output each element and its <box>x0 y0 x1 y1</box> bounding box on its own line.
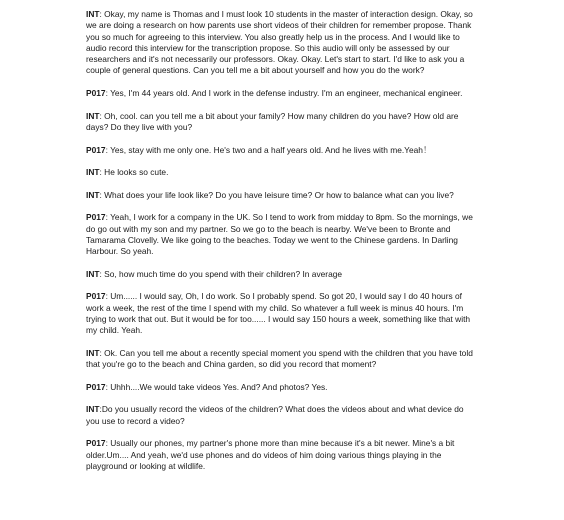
transcript-paragraph <box>86 382 478 393</box>
utterance-text: Okay, my name is Thomas and I must look 10 students in the master of interaction design. Okay, so we are doing a research on how parents use short videos of their children for remember propose. Thank you so much for agreeing to this interview. You also greatly help us in the process. And I would like to audio record this interview for the transcription propose. So this audio will only be assessed by our researchers and it's not necessarily our professors. Okay. Okay. Let's start to start. I'd like to ask you a couple of general questions. Can you tell me a bit about yourself and how you do the work? <box>86 9 473 76</box>
speaker-separator: : <box>105 381 111 392</box>
transcript-paragraph <box>86 348 478 371</box>
speaker-separator: : <box>99 404 102 415</box>
interview-transcript <box>86 9 478 483</box>
speaker-label: INT <box>86 167 100 178</box>
utterance-text: Yes, stay with me only one. He's two and a half years old. And he lives with me.Yeah！ <box>110 144 432 155</box>
transcript-paragraph <box>86 269 478 280</box>
speaker-label: P017 <box>86 212 106 223</box>
speaker-separator: : <box>99 268 105 279</box>
transcript-paragraph <box>86 9 478 77</box>
speaker-label: INT <box>86 347 100 358</box>
speaker-separator: : <box>99 110 105 121</box>
utterance-text: What does your life look like? Do you have leisure time? Or how to balance what can you live? <box>104 189 454 200</box>
transcript-paragraph <box>86 145 478 156</box>
utterance-text: Do you usually record the videos of the children? What does the videos about and what device do you use to record a video? <box>86 404 464 426</box>
transcript-paragraph <box>86 167 478 178</box>
speaker-separator: : <box>99 189 105 200</box>
speaker-label: P017 <box>86 438 106 449</box>
speaker-label: INT <box>86 404 100 415</box>
transcript-paragraph <box>86 291 478 336</box>
speaker-separator: : <box>105 438 111 449</box>
transcript-paragraph <box>86 404 478 427</box>
speaker-separator: : <box>99 347 105 358</box>
utterance-text: Yeah, I work for a company in the UK. So I tend to work from midday to 8pm. So the mornings, we do go out with my son and my partner. So we go to the beach is nearby. We've been to Bronte and Tamarama Clovelly. We like going to the beaches. Today we went to the Chinese gardens. In Darling Harbour. So yeah. <box>86 212 473 257</box>
speaker-separator: : <box>99 167 105 178</box>
utterance-text: Um...... I would say, Oh, I do work. So I probably spend. So got 20, I would say I do 40 hours of work a week, the rest of the time I spend with my child. So whatever a full week is minus 40 hours. I'm trying to work that out. But it would be for too...... I would say 150 hours a week, something like that with my child. Yeah. <box>86 291 471 336</box>
speaker-label: INT <box>86 9 100 19</box>
speaker-label: INT <box>86 189 100 200</box>
transcript-paragraph <box>86 212 478 257</box>
speaker-label: P017 <box>86 144 106 155</box>
speaker-separator: : <box>99 9 105 19</box>
utterance-text: Oh, cool. can you tell me a bit about your family? How many children do you have? How old are days? Do they live with you? <box>86 110 459 132</box>
transcript-paragraph <box>86 111 478 134</box>
transcript-paragraph <box>86 438 478 472</box>
speaker-separator: : <box>105 144 111 155</box>
speaker-label: P017 <box>86 291 106 302</box>
speaker-label: P017 <box>86 88 106 99</box>
utterance-text: So, how much time do you spend with their children? In average <box>104 268 343 279</box>
speaker-separator: : <box>105 212 111 223</box>
speaker-label: P017 <box>86 381 106 392</box>
utterance-text: Yes, I'm 44 years old. And I work in the defense industry. I'm an engineer, mechanical engineer. <box>110 88 463 99</box>
utterance-text: Ok. Can you tell me about a recently special moment you spend with the children that you have told that you're go to the beach and China garden, so did you record that moment? <box>86 347 473 370</box>
utterance-text: He looks so cute. <box>104 167 169 178</box>
speaker-separator: : <box>105 88 111 99</box>
utterance-text: Usually our phones, my partner's phone more than mine because it's a bit newer. Mine's a bit older.Um.... And yeah, we'd use phones and do videos of him doing various things playing in the playground or looking at wildlife. <box>86 438 455 471</box>
speaker-label: INT <box>86 110 100 121</box>
utterance-text: Uhhh....We would take videos Yes. And? And photos? Yes. <box>110 381 328 392</box>
transcript-paragraph <box>86 190 478 201</box>
transcript-paragraph <box>86 88 478 99</box>
speaker-label: INT <box>86 268 100 279</box>
speaker-separator: : <box>105 291 111 302</box>
